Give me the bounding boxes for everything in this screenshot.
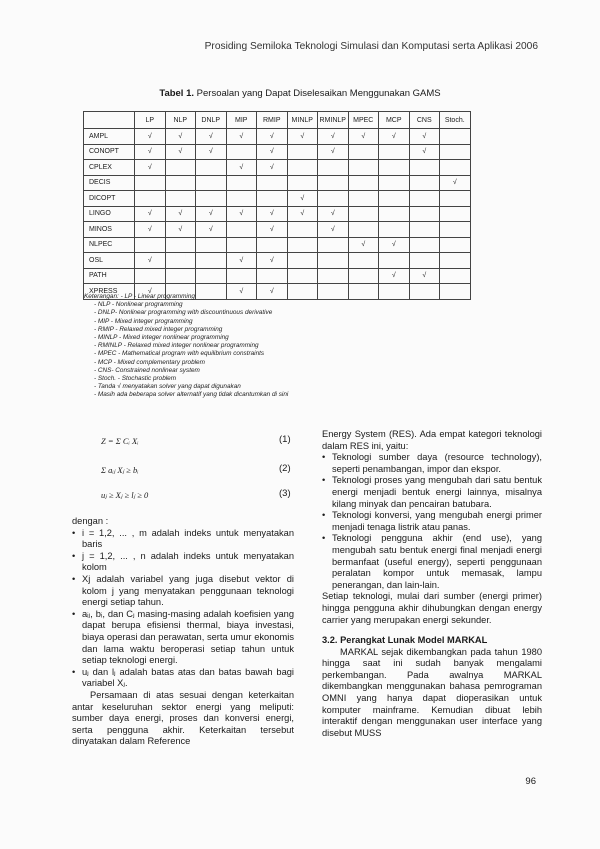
- table-cell: [165, 191, 196, 207]
- table-caption-text: Persoalan yang Dapat Diselesaikan Menggunakan GAMS: [194, 88, 441, 99]
- table-cell: [226, 191, 257, 207]
- table-cell: √: [257, 144, 288, 160]
- running-header: Prosiding Semiloka Teknologi Simulasi dan Komputasi serta Aplikasi 2006: [204, 41, 538, 52]
- right-bullet: • Teknologi proses yang mengubah dari satu bentuk energi menjadi bentuk energi lainnya, misalnya kilang minyak dan pencairan batubara.: [322, 475, 542, 510]
- table-row: [84, 175, 471, 191]
- left-bullet: • Xj adalah variabel yang juga disebut vektor di kolom j yang menyatakan penggunaan teknologi energi setiap tahun.: [72, 574, 294, 609]
- solver-name: MINOS: [84, 222, 135, 238]
- table-cell: √: [196, 144, 227, 160]
- equation-3-number: (3): [279, 488, 291, 499]
- column-header: LP: [135, 112, 166, 129]
- table-cell: [440, 160, 471, 176]
- table-cell: [348, 268, 379, 284]
- table-cell: [135, 237, 166, 253]
- table-cell: [440, 222, 471, 238]
- table-cell: √: [318, 222, 349, 238]
- table-cell: [318, 268, 349, 284]
- solver-name: PATH: [84, 268, 135, 284]
- right-column: [322, 429, 542, 739]
- table-cell: [287, 253, 318, 269]
- table-cell: [409, 253, 440, 269]
- equation-1-number: (1): [279, 434, 291, 445]
- table-corner-cell: [84, 112, 135, 129]
- table-cell: [287, 284, 318, 300]
- table-cell: [135, 191, 166, 207]
- left-bullet: • i = 1,2, ... , m adalah indeks untuk menyatakan baris: [72, 528, 294, 551]
- table-cell: √: [135, 160, 166, 176]
- table-cell: [348, 175, 379, 191]
- table-cell: √: [379, 129, 410, 145]
- table-cell: √: [135, 129, 166, 145]
- table-cell: √: [409, 129, 440, 145]
- table-cell: [348, 160, 379, 176]
- left-paragraph: Persamaan di atas sesuai dengan keterkaitan antar keseluruhan sektor energi yang meliputi: sumber daya energi, proses dan konversi energi, serta pengguna akhir. Keterkaitan tersebut dinyatakan dalam Reference: [72, 689, 294, 747]
- table-caption: [0, 88, 600, 99]
- table-cell: [348, 144, 379, 160]
- table-cell: √: [226, 284, 257, 300]
- right-bullet: • Teknologi pengguna akhir (end use), yang mengubah satu bentuk energi final menjadi energi bermanfaat (useful energy), seperti penggunaan peralatan kompor untuk memasak, lampu penerangan, dan lain-lain.: [322, 533, 542, 591]
- table-cell: [165, 268, 196, 284]
- table-cell: [348, 284, 379, 300]
- table-cell: √: [409, 144, 440, 160]
- note-line: - MINLP - Mixed integer nonlinear programming: [94, 334, 229, 342]
- table-cell: [379, 206, 410, 222]
- note-line: - RMINLP - Relaxed mixed integer nonlinear programming: [94, 342, 259, 350]
- table-cell: [196, 268, 227, 284]
- equation-2-number: (2): [279, 463, 291, 474]
- note-line: - NLP - Nonlinear programming: [94, 301, 183, 309]
- solver-name: DECIS: [84, 175, 135, 191]
- equation-1: Z = Σ Cᵢ Xᵢ: [101, 436, 139, 446]
- table-cell: [287, 175, 318, 191]
- column-header: CNS: [409, 112, 440, 129]
- table-cell: [165, 175, 196, 191]
- table-cell: √: [135, 253, 166, 269]
- table-cell: √: [440, 175, 471, 191]
- page-number: 96: [525, 776, 536, 787]
- table-cell: [165, 253, 196, 269]
- table-cell: √: [287, 191, 318, 207]
- table-cell: [318, 160, 349, 176]
- right-paragraph-2: MARKAL sejak dikembangkan pada tahun 1980 hingga saat ini sudah banyak mengalami perkembangan. Pada awalnya MARKAL dikembangkan menggunakan bahasa pemrograman OMNI yang hanya dapat dioperasikan untuk komputer mainframe. Kemudian dibuat lebih interaktif dengan menggunakan user interface yang disebut MUSS: [322, 646, 542, 738]
- table-cell: [409, 222, 440, 238]
- table-cell: [409, 284, 440, 300]
- table-cell: [318, 237, 349, 253]
- table-row: [84, 160, 471, 176]
- table-cell: [196, 175, 227, 191]
- table-cell: √: [196, 129, 227, 145]
- table-cell: [409, 237, 440, 253]
- solver-name: OSL: [84, 253, 135, 269]
- table-cell: [348, 222, 379, 238]
- table-cell: [440, 268, 471, 284]
- table-cell: [409, 191, 440, 207]
- table-cell: [440, 191, 471, 207]
- note-line: - MPEC - Mathematical program with equilibrium constraints: [94, 350, 265, 358]
- table-header-row: [84, 112, 471, 129]
- column-header: MINLP: [287, 112, 318, 129]
- table-cell: [226, 175, 257, 191]
- table-row: [84, 206, 471, 222]
- table-cell: √: [318, 129, 349, 145]
- table-cell: [287, 268, 318, 284]
- table-cell: [226, 237, 257, 253]
- table-row: [84, 253, 471, 269]
- note-line: Keterangan: - LP - Linear programming: [84, 293, 195, 300]
- column-header: DNLP: [196, 112, 227, 129]
- table-cell: [440, 284, 471, 300]
- table-cell: [226, 222, 257, 238]
- table-cell: √: [257, 253, 288, 269]
- table-cell: [135, 175, 166, 191]
- table-cell: [379, 253, 410, 269]
- left-bullet: • j = 1,2, ... , n adalah indeks untuk menyatakan kolom: [72, 551, 294, 574]
- table-cell: [287, 222, 318, 238]
- table-cell: [165, 237, 196, 253]
- table-cell: [379, 284, 410, 300]
- right-bullet: • Teknologi sumber daya (resource technology), seperti penambangan, impor dan ekspor.: [322, 452, 542, 475]
- table-cell: √: [135, 144, 166, 160]
- table-cell: [226, 268, 257, 284]
- note-line: - Stoch. - Stochastic problem: [94, 375, 177, 383]
- dengan-label: dengan :: [72, 516, 109, 526]
- table-cell: √: [135, 206, 166, 222]
- table-cell: [318, 175, 349, 191]
- table-cell: [196, 237, 227, 253]
- table-cell: [318, 253, 349, 269]
- table-cell: √: [165, 129, 196, 145]
- solver-name: LINGO: [84, 206, 135, 222]
- solver-name: AMPL: [84, 129, 135, 145]
- table-cell: √: [287, 129, 318, 145]
- note-line: - MCP - Mixed complementary problem: [94, 358, 205, 366]
- solver-name: XPRESS: [84, 284, 135, 300]
- table-cell: [257, 268, 288, 284]
- table-notes: [84, 293, 288, 400]
- table-cell: [226, 144, 257, 160]
- table-cell: [379, 175, 410, 191]
- table-cell: √: [165, 206, 196, 222]
- table-cell: [165, 160, 196, 176]
- equation-3: uⱼ ≥ Xⱼ ≥ lⱼ ≥ 0: [101, 490, 149, 500]
- table-cell: [440, 129, 471, 145]
- table-cell: √: [135, 284, 166, 300]
- table-cell: [257, 191, 288, 207]
- note-line: - DNLP- Nonlinear programming with discountinuous derivative: [94, 309, 273, 317]
- note-line: - CNS- Constrained nonlinear system: [94, 366, 200, 374]
- table-cell: √: [226, 253, 257, 269]
- note-line: - MIP - Mixed integer programming: [94, 317, 193, 325]
- column-header: MPEC: [348, 112, 379, 129]
- table-cell: √: [196, 206, 227, 222]
- table-cell: [348, 206, 379, 222]
- table-cell: √: [379, 268, 410, 284]
- column-header: NLP: [165, 112, 196, 129]
- table-row: [84, 268, 471, 284]
- table-cell: [287, 144, 318, 160]
- table-caption-label: Tabel 1.: [159, 88, 195, 99]
- table-cell: [348, 191, 379, 207]
- table-cell: √: [257, 222, 288, 238]
- right-intro: Energy System (RES). Ada empat kategori teknologi dalam RES ini, yaitu:: [322, 429, 542, 451]
- gams-solver-table: [83, 111, 471, 300]
- equation-2: Σ aᵢⱼ Xⱼ ≥ bᵢ: [101, 465, 139, 475]
- table-cell: [409, 206, 440, 222]
- table-row: [84, 144, 471, 160]
- table-cell: [379, 144, 410, 160]
- table-cell: √: [135, 222, 166, 238]
- table-cell: [196, 253, 227, 269]
- table-cell: √: [257, 206, 288, 222]
- solver-name: CONOPT: [84, 144, 135, 160]
- table-cell: [287, 237, 318, 253]
- table-cell: [440, 253, 471, 269]
- column-header: RMINLP: [318, 112, 349, 129]
- table-cell: √: [165, 144, 196, 160]
- left-bullet: • uⱼ dan lⱼ adalah batas atas dan batas bawah bagi variabel Xⱼ.: [72, 667, 294, 690]
- table-cell: √: [257, 160, 288, 176]
- solver-name: NLPEC: [84, 237, 135, 253]
- note-line: - RMIP - Relaxed mixed integer programming: [94, 325, 223, 333]
- table-cell: [257, 175, 288, 191]
- table-cell: [196, 160, 227, 176]
- table-row: [84, 129, 471, 145]
- table-row: [84, 222, 471, 238]
- right-bullet: • Teknologi konversi, yang mengubah energi primer menjadi tenaga listrik atau panas.: [322, 510, 542, 533]
- note-line: - Masih ada beberapa solver alternatif yang tidak dicantumkan di sini: [94, 391, 289, 399]
- right-paragraph-1: Setiap teknologi, mulai dari sumber (energi primer) hingga pengguna akhir dihubungkan dengan energy carrier yang merupakan energi sekunder.: [322, 591, 542, 625]
- table-cell: [196, 191, 227, 207]
- table-cell: [348, 253, 379, 269]
- table-cell: [287, 160, 318, 176]
- table-cell: √: [226, 206, 257, 222]
- section-heading: 3.2. Perangkat Lunak Model MARKAL: [322, 635, 488, 646]
- table-cell: [318, 284, 349, 300]
- table-cell: √: [348, 129, 379, 145]
- table-cell: √: [226, 160, 257, 176]
- table-cell: √: [318, 144, 349, 160]
- table-cell: √: [165, 222, 196, 238]
- column-header: RMIP: [257, 112, 288, 129]
- table-row: [84, 237, 471, 253]
- table-cell: √: [409, 268, 440, 284]
- solver-name: CPLEX: [84, 160, 135, 176]
- column-header: MIP: [226, 112, 257, 129]
- table-cell: [379, 222, 410, 238]
- column-header: Stoch.: [440, 112, 471, 129]
- table-cell: [409, 160, 440, 176]
- table-cell: √: [348, 237, 379, 253]
- table-cell: √: [287, 206, 318, 222]
- table-cell: [135, 268, 166, 284]
- table-cell: [318, 191, 349, 207]
- note-line: - Tanda √ menyatakan solver yang dapat digunakan: [94, 383, 241, 391]
- left-column: [72, 516, 294, 748]
- table-cell: √: [226, 129, 257, 145]
- table-cell: √: [318, 206, 349, 222]
- table-cell: √: [196, 222, 227, 238]
- table-cell: √: [257, 129, 288, 145]
- table-cell: [440, 144, 471, 160]
- table-cell: [409, 175, 440, 191]
- solver-name: DICOPT: [84, 191, 135, 207]
- table-cell: [440, 206, 471, 222]
- table-cell: [440, 237, 471, 253]
- table-cell: [257, 237, 288, 253]
- column-header: MCP: [379, 112, 410, 129]
- left-bullet: • aᵢⱼ, bᵢ, dan Cⱼ masing-masing adalah koefisien yang dapat berupa efisiensi thermal, biaya investasi, biaya operasi dan perawatan, serta umur ekonomis dan lama waktu beroperasi setiap tahun untuk setiap teknologi energi.: [72, 609, 294, 667]
- table-cell: [379, 160, 410, 176]
- table-cell: √: [379, 237, 410, 253]
- table-cell: [379, 191, 410, 207]
- table-row: [84, 191, 471, 207]
- table-cell: √: [257, 284, 288, 300]
